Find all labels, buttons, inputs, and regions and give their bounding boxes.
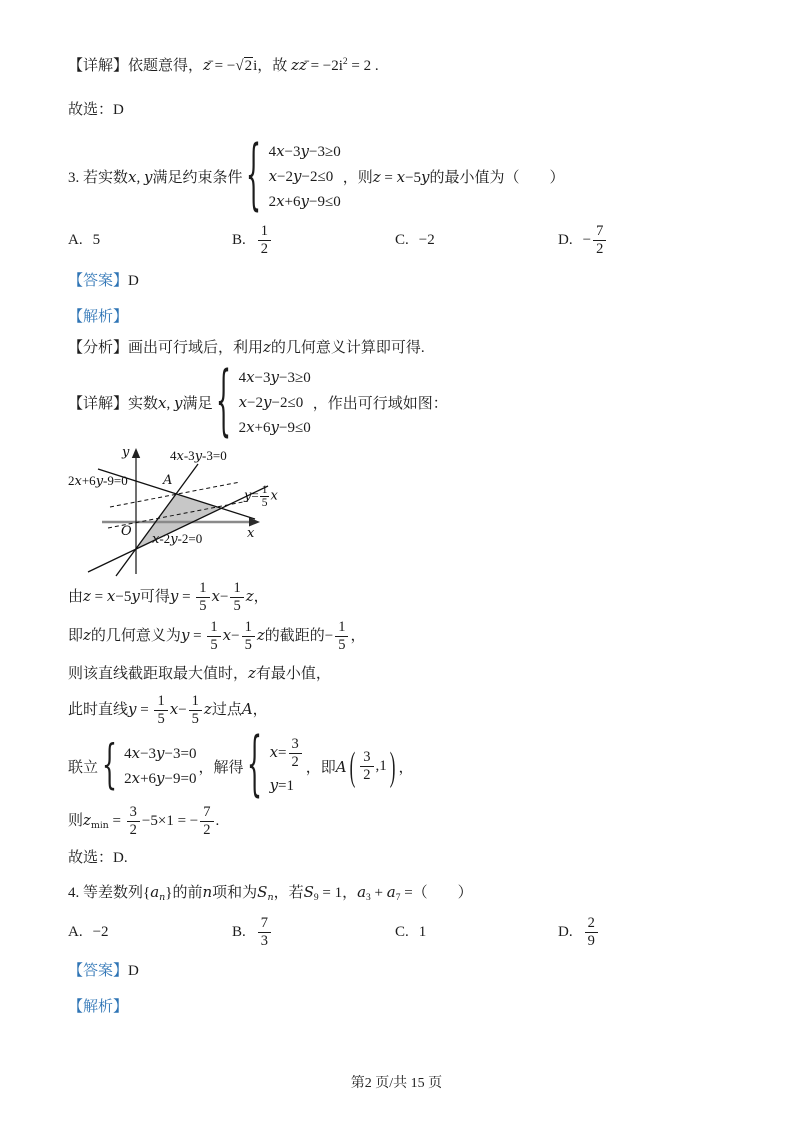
line1-label: 4x-3y-3=0 bbox=[170, 448, 227, 464]
question-3-stem bbox=[68, 130, 723, 220]
dashed-line-label: y= $\frac{1}{5}$ x bbox=[244, 484, 278, 509]
option-label: D. bbox=[558, 231, 573, 248]
equation-row: 2x+6y−9≤0 bbox=[268, 192, 341, 210]
option-value: −2 bbox=[418, 231, 435, 248]
equation-row: 4x−3y−3≥0 bbox=[238, 368, 311, 386]
q3-option-d bbox=[558, 223, 723, 258]
q4-option-d bbox=[558, 915, 723, 950]
equation-row: 2x+6y−9=0 bbox=[124, 769, 197, 787]
q3-analysis-text: 【分析】画出可行域后，利用z的几何意义计算即可得. bbox=[68, 338, 425, 356]
q3-stem-pre: 3. 若实数x, y满足约束条件 bbox=[68, 168, 243, 186]
q4-option-a bbox=[68, 924, 232, 941]
equation-row: x= $\frac{3}{2}$ bbox=[270, 734, 304, 773]
figure-canvas bbox=[68, 444, 390, 578]
line2-label: 2x+6y-9=0 bbox=[68, 473, 128, 489]
y-axis-arrow bbox=[132, 448, 140, 458]
q3-detail-pre: 【详解】实数x, y满足 bbox=[68, 394, 213, 412]
left-brace: { bbox=[247, 723, 263, 806]
feasible-region-figure bbox=[68, 444, 390, 578]
equation-row: x−2y−2≤0 bbox=[268, 167, 334, 185]
question-4-stem: 4. 等差数列$\{a_n\}$的前n项和为$S_n$，若$S_9 = 1$，$a_3 + a_7$ =（ ） bbox=[68, 883, 473, 903]
q3-step6: 则$z_{min}$ = $\frac{3}{2}$ −5×1 = − $\frac{7}{2}$ . bbox=[68, 804, 220, 838]
q4-analysis-label: 【解析】 bbox=[68, 999, 129, 1015]
equation-row: 2x+6y−9≤0 bbox=[238, 418, 311, 436]
q3-detail-system bbox=[214, 356, 311, 446]
q4-answer-line bbox=[68, 958, 723, 984]
option-label: A. bbox=[68, 231, 83, 248]
q3-constraint-rows bbox=[269, 139, 341, 214]
option-value: −2 bbox=[92, 923, 109, 940]
q3-step4: 此时直线y = $\frac{1}{5}$ x− $\frac{1}{5}$ z过点A， bbox=[68, 693, 268, 727]
equation-row: x−2y−2≤0 bbox=[238, 393, 304, 411]
step5-pre: 联立 bbox=[68, 759, 99, 776]
q3-step5 bbox=[68, 723, 723, 806]
q3-step3: 则该直线截距取最大值时，z有最小值， bbox=[68, 664, 331, 682]
option-label: B. bbox=[232, 923, 246, 940]
option-value: $\frac{1}{2}$ bbox=[256, 223, 273, 258]
q3-option-a bbox=[68, 232, 232, 249]
left-brace: { bbox=[216, 356, 232, 446]
option-label: C. bbox=[395, 231, 409, 248]
left-brace: { bbox=[101, 734, 118, 796]
big-paren-close: ) bbox=[389, 743, 396, 789]
q3-stem-post: ，则z = x−5y的最小值为（ ） bbox=[342, 168, 565, 186]
answer-value: D bbox=[128, 963, 139, 979]
q3-detail-line bbox=[68, 356, 723, 446]
step5-mid: ，解得 bbox=[198, 759, 244, 776]
q3-answer-choice: 故选：D. bbox=[68, 850, 128, 866]
q3-detail-post: ，作出可行域如图： bbox=[312, 396, 448, 412]
step5-inner: $\frac{3}{2}$ ,1 bbox=[358, 749, 387, 784]
option-value: $\frac{2}{9}$ bbox=[583, 915, 600, 950]
option-label: A. bbox=[68, 923, 83, 940]
equation-row: 4x−3y−3=0 bbox=[124, 744, 197, 762]
option-label: D. bbox=[558, 923, 573, 940]
q3-options bbox=[68, 218, 723, 262]
y-axis-label: y bbox=[122, 445, 130, 460]
origin-label: O bbox=[121, 524, 132, 539]
big-paren-open: ( bbox=[349, 743, 356, 789]
q2-solution-detail: 【详解】依题意得，z̄ = −√2i，故 zz̄ = $-2i^2 = 2$ . bbox=[68, 56, 379, 74]
point-a-label: A bbox=[163, 473, 173, 488]
step5-post: ，即A bbox=[305, 757, 347, 776]
q3-step1: 由z = x−5y可得y = $\frac{1}{5}$ x− $\frac{1}{5}$ z， bbox=[68, 580, 269, 614]
q3-answer-line bbox=[68, 268, 723, 294]
q4-option-b bbox=[232, 915, 395, 950]
q3-constraint-system bbox=[244, 130, 341, 220]
q3-detail-rows bbox=[239, 365, 311, 440]
q4-option-c bbox=[395, 924, 558, 941]
q2-answer-choice: 故选：D bbox=[68, 102, 124, 118]
equation-row: y=1 bbox=[269, 776, 295, 794]
answer-label: 【答案】 bbox=[68, 963, 129, 979]
option-label: B. bbox=[232, 231, 246, 248]
q4-options bbox=[68, 910, 723, 954]
step5-rows-2 bbox=[270, 734, 304, 798]
q3-option-b bbox=[232, 223, 395, 258]
left-brace: { bbox=[246, 130, 262, 220]
answer-value: D bbox=[128, 273, 139, 289]
option-value: 1 bbox=[418, 923, 427, 940]
q3-step2: 即z的几何意义为y = $\frac{1}{5}$ x− $\frac{1}{5}$ z的截距的− $\frac{1}{5}$ ， bbox=[68, 619, 366, 653]
option-value: $\frac{7}{3}$ bbox=[256, 915, 273, 950]
q3-option-c bbox=[395, 232, 558, 249]
step5-rows-1 bbox=[124, 741, 196, 791]
q3-analysis-label: 【解析】 bbox=[68, 309, 129, 325]
step5-end: ， bbox=[398, 759, 414, 776]
option-value: − $\frac{7}{2}$ bbox=[583, 223, 609, 258]
x-axis-label: x bbox=[247, 526, 255, 541]
step5-system-1 bbox=[100, 734, 197, 796]
equation-row: 4x−3y−3≥0 bbox=[268, 142, 341, 160]
answer-label: 【答案】 bbox=[68, 273, 129, 289]
option-label: C. bbox=[395, 923, 409, 940]
page-footer: 第2 页/共 15 页 bbox=[350, 1076, 443, 1091]
line3-label: x-2y-2=0 bbox=[152, 531, 203, 547]
step5-system-2 bbox=[245, 723, 303, 806]
option-value: 5 bbox=[92, 231, 101, 248]
